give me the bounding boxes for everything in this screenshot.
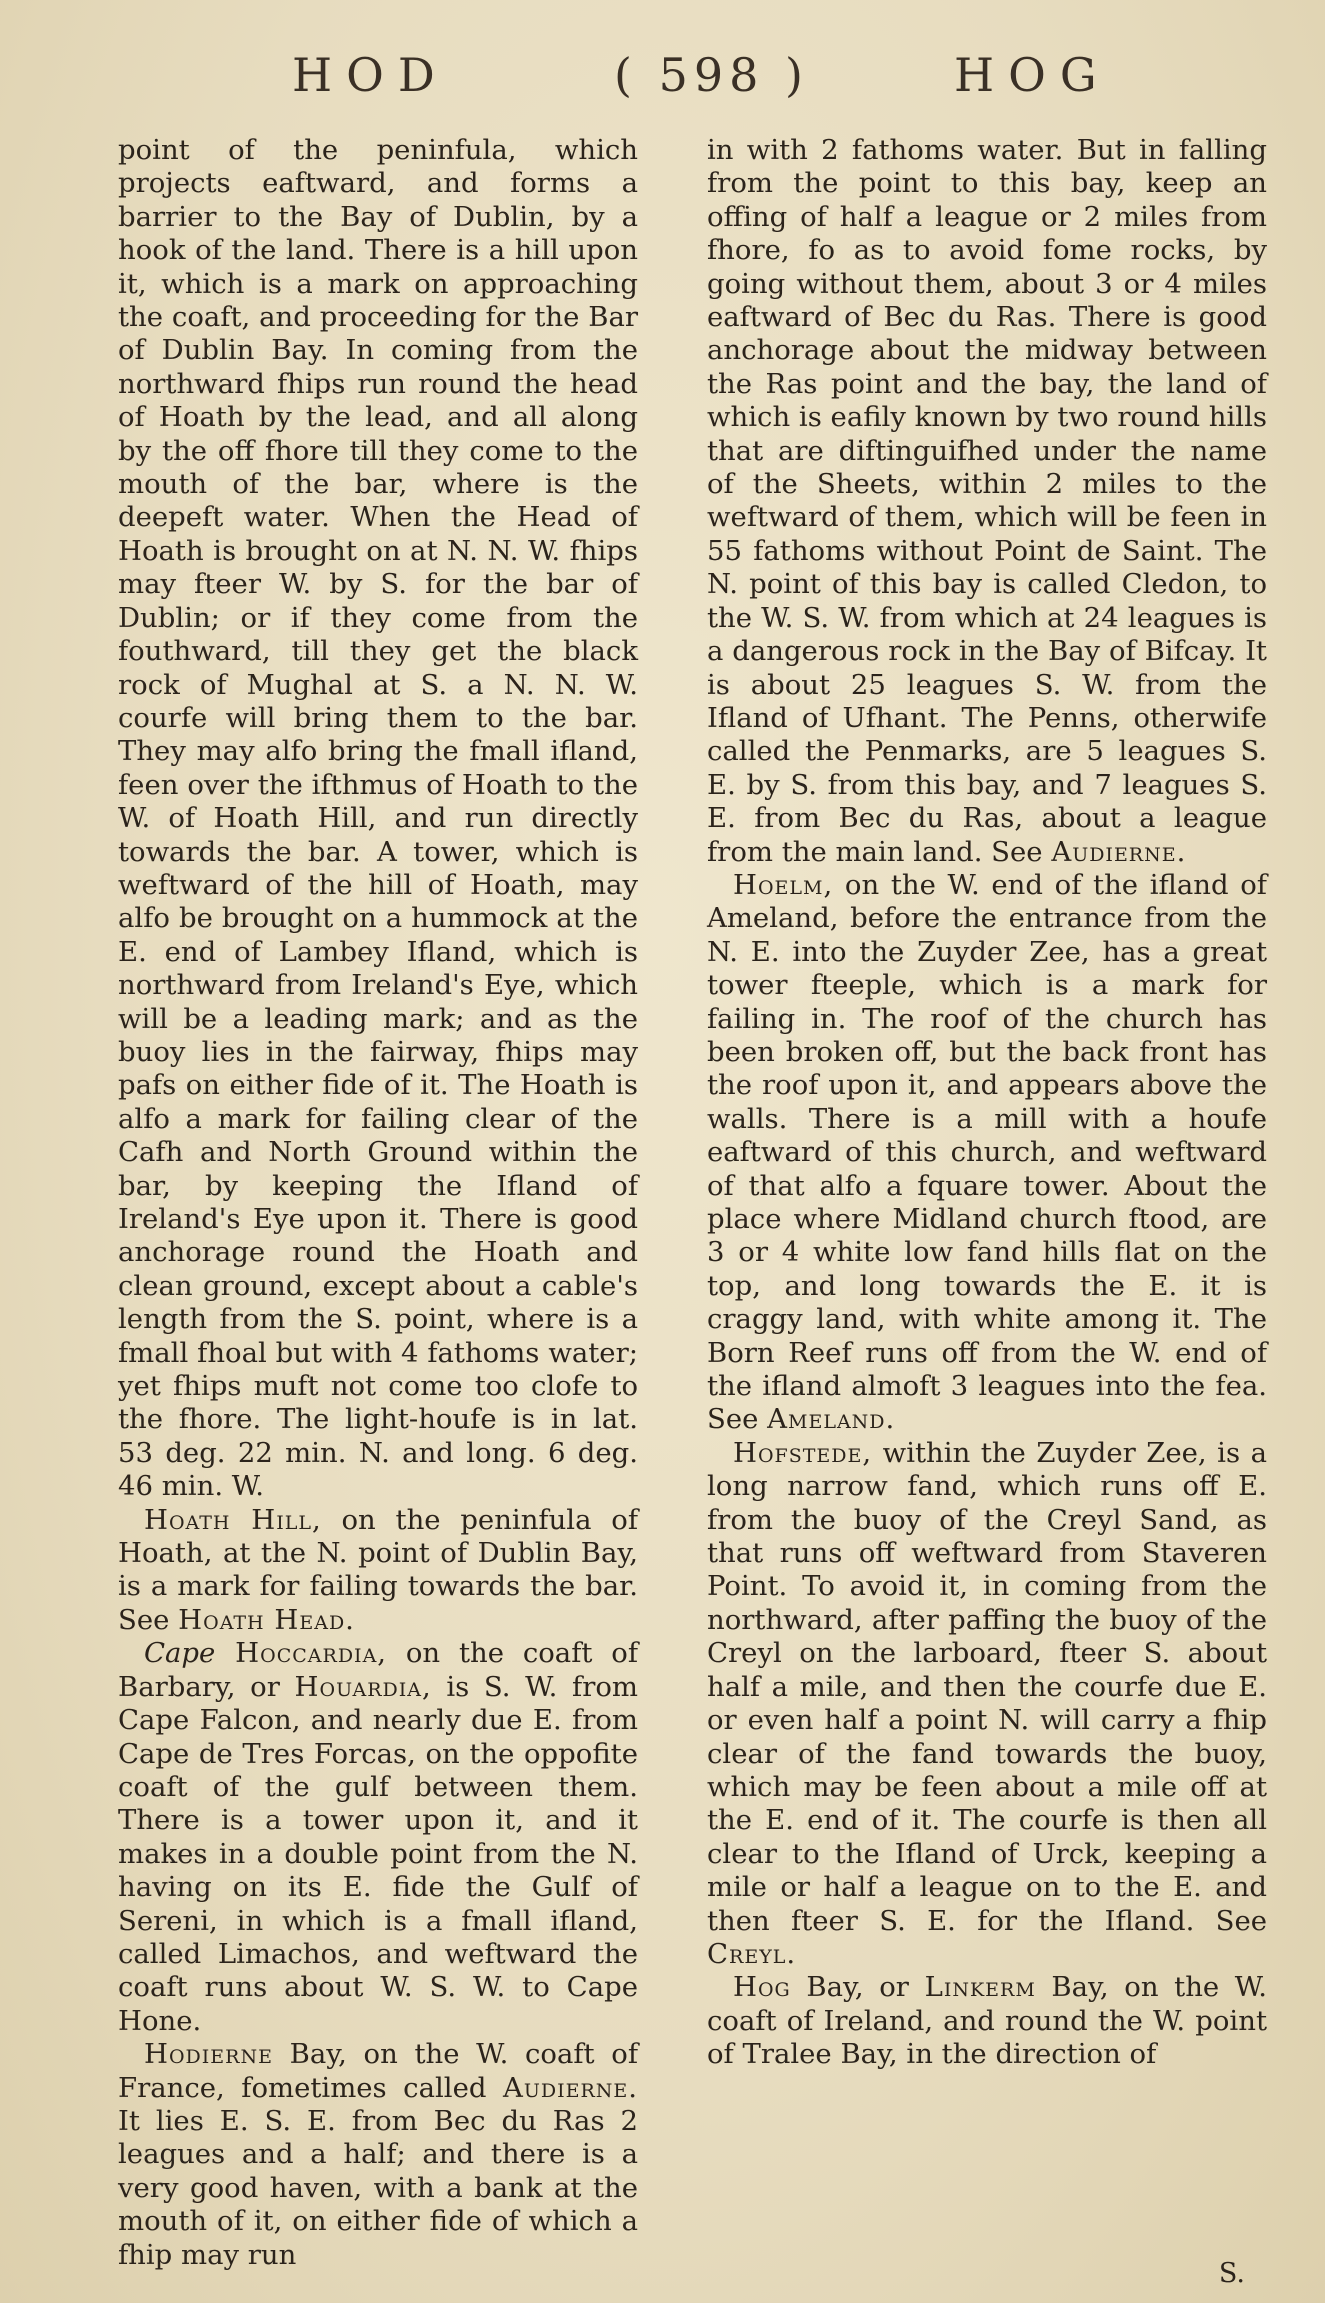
entry-headword: Hofstede, [733,1436,873,1469]
entry-hoath-hill [118,1504,638,1638]
cross-reference: Creyl. [707,1937,797,1970]
left-column [118,134,638,2272]
cross-reference: Hoath Head. [178,1603,355,1636]
page-number: ( 598 ) [614,48,809,102]
entry-headword: Hodierne [144,2038,273,2071]
cross-reference: Audierne. [1051,835,1187,868]
entry-hoccardia [118,1637,638,2038]
entry-hog-bay [707,1971,1267,2071]
entry-headword: Hoelm, [733,868,834,901]
entry-hodierne-bay [118,2038,638,2272]
entry-text: on the peninfula of Hoath, at the N. point of Dublin Bay, is a mark for failing towards the bar. See [118,1503,638,1636]
running-head-left: HOD [292,48,449,102]
catchword: S. [1218,2258,1245,2289]
entry-text: It lies E. S. E. from Bec du Ras 2 leagues and a half; and there is a very good haven, with a bank at the mouth of it, on either fide of which a fhip may run [118,2104,638,2271]
entry-hofstede [707,1437,1267,1972]
entry-text: within the Zuyder Zee, is a long narrow fand, which runs off E. from the buoy of the Creyl Sand, as that runs off weftward from Staveren Point. To avoid it, in coming from the northward, after paffing the buoy of the Creyl on the larboard, fteer S. about half a mile, and then the courfe due E. or even half a point N. will carry a fhip clear of the fand towards the buoy, which may be feen about a mile off at the E. end of it. The courfe is then all clear to the Ifland of Urck, keeping a mile or half a league on to the E. and then fteer S. E. for the Ifland. See [707,1436,1267,1937]
entry-text: Bay, on the W. coaft of France, fometimes called [118,2038,638,2104]
cross-reference: Ameland. [767,1403,896,1436]
entry-text: Bay, or [790,1971,925,2004]
continued-entry-hoath-head: point of the peninfula, which projects eaftward, and forms a barrier to the Bay of Dublin, by a hook of the land. There is a hill upon it, which is a mark on approaching the coaft, and proceeding for the Bar of Dublin Bay. In coming from the northward fhips run round the head of Hoath by the lead, and all along by the off fhore till they come to the mouth of the bar, where is the deepeft water. When the Head of Hoath is brought on at N. N. W. fhips may fteer W. by S. for the bar of Dublin; or if they come from the fouthward, till they get the black rock of Mughal at S. a N. N. W. courfe will bring them to the bar. They may alfo bring the fmall ifland, feen over the ifthmus of Hoath to the W. of Hoath Hill, and run directly towards the bar. A tower, which is weftward of the hill of Hoath, may alfo be brought on a hummock at the E. end of Lambey Ifland, which is northward from Ireland's Eye, which will be a leading mark; and as the buoy lies in the fairway, fhips may pafs on either fide of it. The Hoath is alfo a mark for failing clear of the Cafh and North Ground within the bar, by keeping the Ifland of Ireland's Eye upon it. There is good anchorage round the Hoath and clean ground, except about a cable's length from the S. point, where is a fmall fhoal but with 4 fathoms water; yet fhips muft not come too clofe to the fhore. The light-houfe is in lat. 53 deg. 22 min. N. and long. 6 deg. 46 min. W. [118,134,638,1503]
entry-text: on the coaft of Barbary, or [118,1637,638,1703]
alternate-name: Audierne. [502,2071,638,2104]
right-column [707,134,1267,2072]
alternate-name: Houardia, [294,1670,432,1703]
running-head-right: HOG [954,48,1111,102]
entry-headword: Hoccardia, [215,1637,388,1670]
continued-entry-hodierne-bay [707,134,1267,869]
alternate-name: Linkerm [924,1971,1036,2004]
entry-prefix: Cape [144,1637,216,1670]
entry-text: on the W. end of the ifland of Ameland, before the entrance from the N. E. into the Zuyder Zee, has a great tower fteeple, which is a mark for failing in. The roof of the church has been broken off, but the back front has the roof upon it, and appears above the walls. There is a mill with a houfe eaftward of this church, and weftward of that alfo a fquare tower. About the place where Midland church ftood, are 3 or 4 white low fand hills flat on the top, and long towards the E. it is craggy land, with white among it. The Born Reef runs off from the W. end of the ifland almoft 3 leagues into the fea. See [707,868,1267,1436]
entry-headword: Hog [733,1971,791,2004]
entry-text: is S. W. from Cape Falcon, and nearly due E. from Cape de Tres Forcas, on the oppofite coaft of the gulf between them. There is a tower upon it, and it makes in a double point from the N. having on its E. fide the Gulf of Sereni, in which is a fmall ifland, called Limachos, and weftward the coaft runs about W. S. W. to Cape Hone. [118,1670,638,2037]
entry-text: in with 2 fathoms water. But in falling from the point to this bay, keep an offing of half a league or 2 miles from fhore, fo as to avoid fome rocks, by going without them, about 3 or 4 miles eaftward of Bec du Ras. There is good anchorage about the midway between the Ras point and the bay, the land of which is eafily known by two round hills that are diftinguifhed under the name of the Sheets, within 2 miles to the weftward of them, which will be feen in 55 fathoms without Point de Saint. The N. point of this bay is called Cledon, to the W. S. W. from which at 24 leagues is a dangerous rock in the Bay of Bifcay. It is about 25 leagues S. W. from the Ifland of Ufhant. The Penns, otherwife called the Penmarks, are 5 leagues S. E. by S. from this bay, and 7 leagues S. E. from Bec du Ras, about a league from the main land. See [707,134,1268,868]
entry-headword: Hoath Hill, [144,1503,322,1536]
running-head [0,48,1325,118]
entry-text: Bay, on the W. coaft of Ireland, and round the W. point of Tralee Bay, in the direction of [707,1971,1268,2071]
entry-hoelm [707,869,1267,1437]
